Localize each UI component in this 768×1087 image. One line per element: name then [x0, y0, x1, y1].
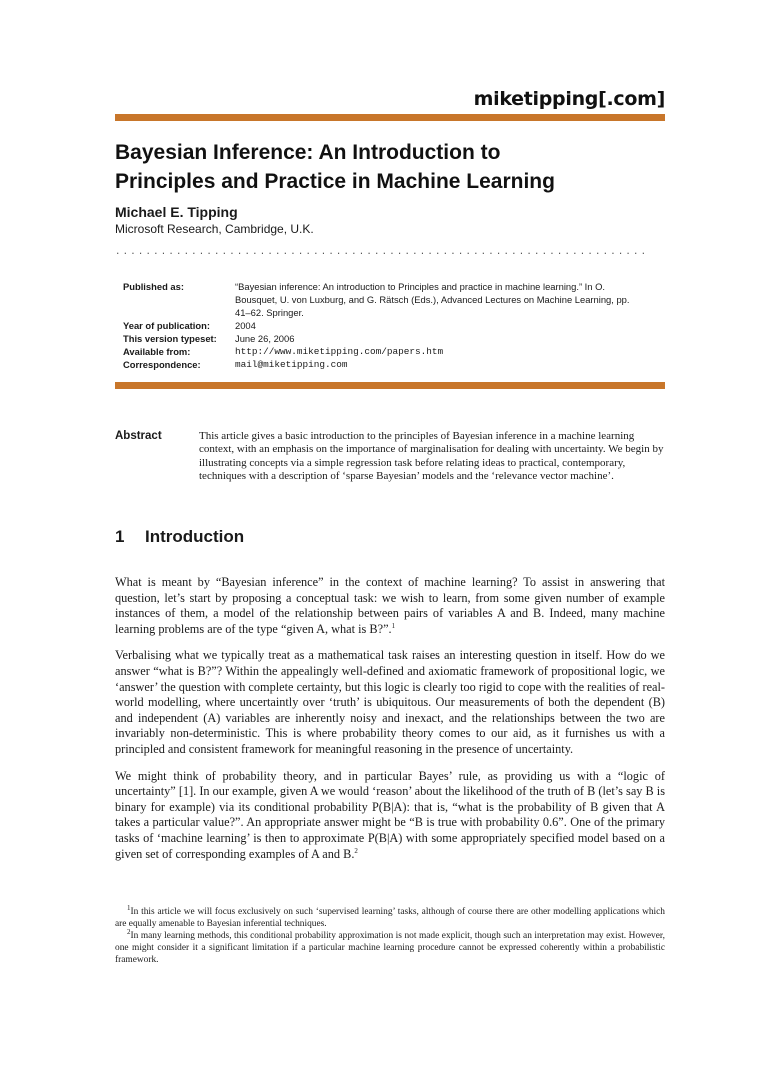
footnote-mark: 1 [127, 903, 131, 912]
meta-value: “Bayesian inference: An introduction to Principles and practice in machine learning.” In O. Bousquet, U. von Luxburg, and G. Rätsch (Eds.), Advanced Lectures on Machine Learning, pp. 41–62. Springer. [235, 281, 630, 318]
footnote-ref[interactable]: 1 [391, 621, 396, 630]
paragraph-2: Verbalising what we typically treat as a mathematical task raises an interesting question in itself. How do we answer “what is B?”? Within the appealingly well-defined and axiomatic framework of propositional logic, we ‘answer’ the question with complete certainty, but this logic is clearly too rigid to cope with the realities of real-world modelling, where uncertaintly over ‘truth’ is ubiquitous. Our measurements of both the dependent (B) and independent (A) variables are inherently noisy and inexact, and the relationships between the two are invariably non-deterministic. This is where probability theory comes to our aid, as it furnishes us with a principled and consistent framework for meaningful reasoning in the presence of uncertainty. [115, 648, 665, 756]
abstract-block [115, 430, 665, 484]
footnote-1 [115, 903, 665, 930]
section-heading [115, 527, 244, 547]
meta-available [123, 345, 643, 358]
meta-correspondence [123, 358, 643, 371]
paragraph-text: What is meant by “Bayesian inference” in the context of machine learning? To assist in answering that question, let’s start by proposing a conceptual task: we wish to learn, from some given number of example instances of them, a model of the relationship between pairs of variables A and B. Indeed, many machine learning problems are of the type “given A, what is B?”. [115, 575, 665, 636]
meta-value: 2004 [235, 320, 256, 331]
publication-metadata [123, 280, 643, 371]
available-link[interactable]: http://www.miketipping.com/papers.htm [235, 346, 444, 357]
body-text [115, 575, 665, 873]
paper-title [115, 138, 555, 196]
meta-typeset [123, 332, 643, 345]
paragraph-1 [115, 575, 665, 637]
meta-label: Year of publication: [123, 320, 210, 331]
meta-value: June 26, 2006 [235, 333, 295, 344]
paragraph-3 [115, 769, 665, 863]
paragraph-text: We might think of probability theory, and in particular Bayes’ rule, as providing us with a “logic of uncertainty” [1]. In our example, given A we would ‘reason’ about the likelihood of the truth of B (let’s say B is binary for example) via its conditional probability P(B|A): that is, “what is the probability of B given that A takes a particular value?”. An appropriate answer might be “B is true with probability 0.6”. One of the primary tasks of ‘machine learning’ is then to approximate P(B|A) with some appropriately specified model based on a given set of corresponding examples of A and B. [115, 768, 665, 861]
meta-label: This version typeset: [123, 333, 217, 344]
footnote-mark: 2 [127, 927, 131, 936]
bottom-rule [115, 382, 665, 389]
section-number: 1 [115, 527, 125, 546]
author-affiliation: Microsoft Research, Cambridge, U.K. [115, 222, 314, 236]
author-name: Michael E. Tipping [115, 204, 238, 220]
title-line-1: Bayesian Inference: An Introduction to [115, 141, 501, 164]
footnote-2 [115, 927, 665, 966]
meta-published [123, 280, 643, 319]
abstract-label: Abstract [115, 430, 162, 442]
site-brand[interactable]: miketipping[.com] [473, 88, 665, 110]
meta-label: Published as: [123, 281, 184, 292]
meta-year [123, 319, 643, 332]
top-rule [115, 114, 665, 121]
footnote-ref[interactable]: 2 [354, 846, 358, 855]
email-link[interactable]: mail@miketipping.com [235, 359, 348, 370]
meta-label: Available from: [123, 346, 191, 357]
footnote-text: In this article we will focus exclusively on such ‘supervised learning’ tasks, although of course there are other modelling applications which are equally amenable to Bayesian inferential techniques. [115, 907, 665, 929]
dotted-divider: ...................................................................... [115, 248, 649, 256]
meta-label: Correspondence: [123, 359, 201, 370]
footnote-text: In many learning methods, this conditional probability approximation is not made explicit, though such an interpretation may exist. However, one might consider it a significant limitation if a particular machine learning procedure cannot be expressed coherently within a probabilistic framework. [115, 931, 665, 965]
abstract-text: This article gives a basic introduction to the principles of Bayesian inference in a machine learning context, with an emphasis on the importance of marginalisation for dealing with uncertainty. We begin by illustrating concepts via a simple regression task before relating ideas to practical, contemporary, techniques with a description of ‘sparse Bayesian’ models and the ‘relevance vector machine’. [199, 430, 664, 483]
title-line-2: Principles and Practice in Machine Learning [115, 170, 555, 193]
footnotes [115, 903, 665, 966]
section-title: Introduction [145, 527, 245, 546]
